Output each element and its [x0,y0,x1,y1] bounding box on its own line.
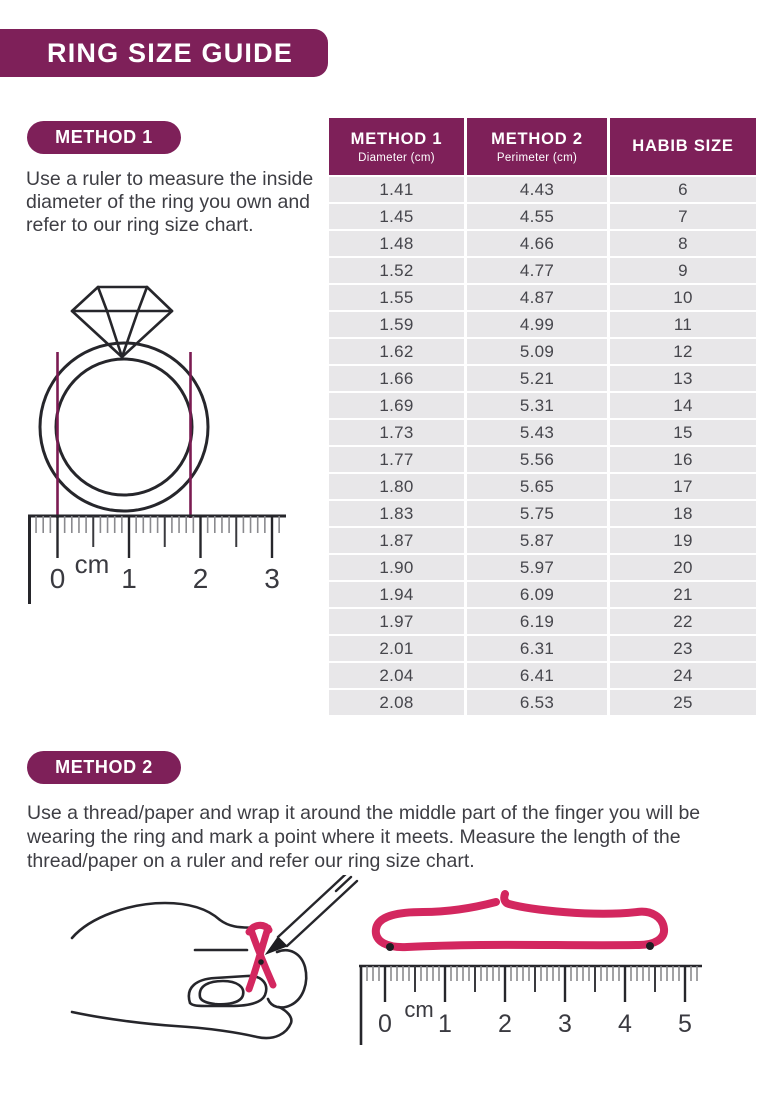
table-cell: 25 [610,690,756,715]
table-cell: 5.75 [467,501,607,526]
table-cell: 9 [610,258,756,283]
table-row [329,447,756,472]
page-title: RING SIZE GUIDE [47,37,294,68]
table-row [329,690,756,715]
table-row [329,393,756,418]
method-2-description: Use a thread/paper and wrap it around the middle part of the finger you will be wearing the ring and mark a point where it meets. Measure the length of the thread/paper on a ruler and refer our ring size chart. [27,802,701,872]
thread-mark-dot-left [386,943,394,951]
ruler-2-unit-label: cm [404,997,434,1022]
table-cell: 1.94 [329,582,464,607]
table-cell: 2.08 [329,690,464,715]
ruler-1 [28,516,286,604]
ruler-number: 3 [558,1010,572,1038]
table-cell: 1.52 [329,258,464,283]
table-row [329,528,756,553]
table-cell: 6.53 [467,690,607,715]
table-cell: 1.83 [329,501,464,526]
table-cell: 1.62 [329,339,464,364]
ruler-number: 4 [618,1010,632,1038]
table-cell: 1.59 [329,312,464,337]
pen-mark-dot [258,959,264,965]
table-row [329,501,756,526]
ruler-number: 0 [49,563,66,594]
table-cell: 4.77 [467,258,607,283]
table-cell: 14 [610,393,756,418]
thread-mark-dot-right [646,942,654,950]
table-row [329,258,756,283]
table-row [329,555,756,580]
table-cell: 1.77 [329,447,464,472]
table-cell: 5.09 [467,339,607,364]
table-cell: 13 [610,366,756,391]
table-cell: 4.99 [467,312,607,337]
table-cell: 6.19 [467,609,607,634]
table-cell: 8 [610,231,756,256]
ruler-number: 5 [678,1010,692,1038]
pen-icon [258,875,357,965]
ruler-number: 0 [378,1010,392,1038]
diamond-icon [72,287,172,357]
table-row [329,177,756,202]
table-cell: 23 [610,636,756,661]
ruler-1-ticks [36,516,279,558]
table-cell: 5.43 [467,420,607,445]
table-row [329,204,756,229]
ruler-number: 2 [498,1010,512,1038]
table-row [329,582,756,607]
table-cell: 1.90 [329,555,464,580]
table-cell: 2.04 [329,663,464,688]
hand-thread-marking-illustration [35,875,365,1050]
table-row [329,339,756,364]
table-cell: 7 [610,204,756,229]
table-cell: 1.80 [329,474,464,499]
method-1-description: Use a ruler to measure the inside diameter of the ring you own and refer to our ring size chart. [26,168,314,236]
table-cell: 18 [610,501,756,526]
page-title-banner [0,29,328,77]
size-table-header [329,118,756,175]
thread-on-ruler-illustration [355,885,760,1055]
ring-band [40,343,208,511]
table-cell: 6 [610,177,756,202]
table-cell: 2.01 [329,636,464,661]
table-cell: 5.21 [467,366,607,391]
table-row [329,366,756,391]
table-cell: 1.41 [329,177,464,202]
table-cell: 1.69 [329,393,464,418]
ruler-number: 1 [121,563,137,594]
table-cell: 15 [610,420,756,445]
table-row [329,231,756,256]
table-cell: 22 [610,609,756,634]
table-row [329,663,756,688]
table-cell: 19 [610,528,756,553]
table-row [329,474,756,499]
ruler-number: 2 [192,563,209,594]
table-cell: 5.31 [467,393,607,418]
table-cell: 1.55 [329,285,464,310]
ring-size-table [329,118,756,717]
table-cell: 5.97 [467,555,607,580]
table-cell: 10 [610,285,756,310]
ruler-number: 1 [438,1010,452,1038]
table-cell: 21 [610,582,756,607]
table-cell: 5.65 [467,474,607,499]
table-row [329,420,756,445]
table-cell: 17 [610,474,756,499]
hand-outline [72,903,306,1038]
table-cell: 6.41 [467,663,607,688]
method-2-badge: METHOD 2 [27,751,181,784]
measured-thread [376,894,664,947]
table-cell: 20 [610,555,756,580]
table-cell: 6.31 [467,636,607,661]
table-row [329,312,756,337]
table-cell: 1.73 [329,420,464,445]
table-row [329,636,756,661]
size-table-body [329,177,756,715]
table-cell: 4.87 [467,285,607,310]
table-cell: 1.97 [329,609,464,634]
table-row [329,285,756,310]
table-row [329,609,756,634]
ruler-1-unit-label: cm [74,549,110,579]
ruler-number: 3 [264,563,280,594]
table-cell: 4.43 [467,177,607,202]
table-cell: 5.56 [467,447,607,472]
column-header-habib-size: HABIB SIZE [610,118,756,175]
table-cell: 24 [610,663,756,688]
ring-diameter-illustration [18,272,308,604]
column-header-method1: METHOD 1 Diameter (cm) [329,118,464,175]
table-cell: 1.66 [329,366,464,391]
table-cell: 6.09 [467,582,607,607]
table-cell: 12 [610,339,756,364]
table-cell: 1.48 [329,231,464,256]
table-cell: 16 [610,447,756,472]
table-cell: 5.87 [467,528,607,553]
table-cell: 4.66 [467,231,607,256]
table-cell: 4.55 [467,204,607,229]
table-cell: 11 [610,312,756,337]
method-1-badge: METHOD 1 [27,121,181,154]
table-cell: 1.45 [329,204,464,229]
ruler-2 [359,966,702,1045]
table-cell: 1.87 [329,528,464,553]
column-header-method2: METHOD 2 Perimeter (cm) [467,118,607,175]
